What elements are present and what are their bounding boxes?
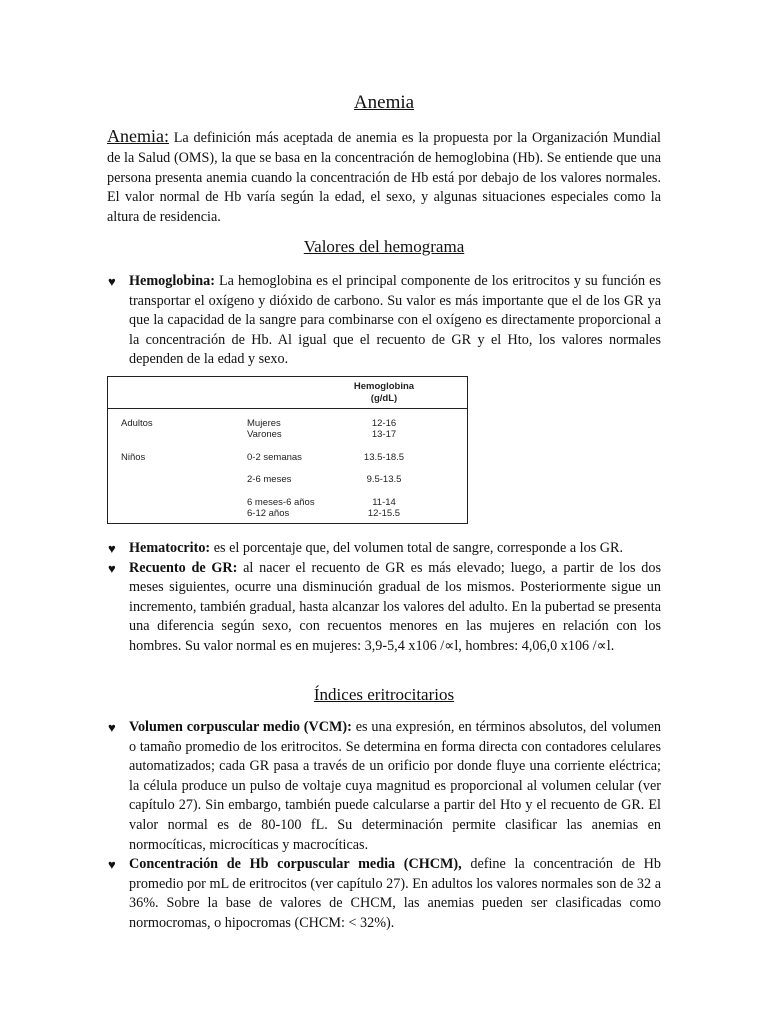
table-cell-value: 9.5-13.5 bbox=[366, 474, 402, 485]
list-item-term: Recuento de GR: bbox=[129, 559, 238, 576]
hemoglobin-table bbox=[107, 376, 468, 524]
heart-bullet-icon: ♥ bbox=[108, 560, 116, 576]
list-item-text: es una expresión, en términos absolutos, del volumen o tamaño promedio de los eritrocitos. Se determina en forma directa con contadores celulares automatizados; cada GR pasa a través de un orificio por donde fluye una corriente eléctrica; la célula produce un pulso de voltaje cuya magnitud es proporcional al volumen celular (ver capítulo 27). Sin embargo, también puede calcularse a partir del Hto y el recuento de GR. El valor normal es de 80-100 fL. Su determinación permite clasificar las anemias en normocíticas, microcíticas y macrocíticas. bbox=[129, 719, 661, 853]
page-title: Anemia bbox=[353, 92, 415, 113]
list-item-term: Concentración de Hb corpuscular media (CHCM), bbox=[129, 856, 462, 873]
table-cell-value: 13.5-18.5 bbox=[363, 452, 405, 463]
table-cell-value: 11-14 bbox=[372, 497, 396, 508]
list-item-term: Hemoglobina: bbox=[129, 273, 215, 289]
list-item-text: define la concentración de Hb promedio por mL de eritrocitos (ver capítulo 27). En adultos los valores normales son de 32 a 36%. Sobre la base de valores de CHCM, las anemias pueden ser clasificadas como normocromas, o hipocromas (CHCM: < 32%). bbox=[129, 856, 662, 931]
table-cell-value: 12-15.5 bbox=[367, 508, 401, 519]
heart-bullet-icon: ♥ bbox=[108, 274, 116, 289]
heart-bullet-icon: ♥ bbox=[108, 857, 116, 873]
list-item-text: La hemoglobina es el principal componente de los eritrocitos y su función es transportar el oxígeno y dióxido de carbono. Su valor es más importante que el de los GR ya que la capacidad de la sangre para combinarse con el oxígeno es directamente proporcional a la concentración de Hb. Al igual que el recuento de GR y el Hto, los valores normales dependen de la edad y sexo. bbox=[129, 273, 661, 368]
list-item-term: Hematocrito: bbox=[129, 540, 211, 556]
list-item-text: es el porcentaje que, del volumen total de sangre, corresponde a los GR. bbox=[210, 540, 624, 556]
section-heading-indices: Índices eritrocitarios bbox=[313, 685, 455, 704]
table-cell-value: 12-16 bbox=[371, 418, 397, 429]
table-cell-sub: Mujeres bbox=[247, 418, 281, 429]
list-item bbox=[107, 855, 661, 933]
intro-text: La definición más aceptada de anemia es la propuesta por la Organización Mundial de la Salud (OMS), la que se basa en la concentración de hemoglobina (Hb). Se entiende que una persona presenta anemia cuando la concentración de Hb está por debajo de los valores normales. El valor normal de Hb varía según la edad, el sexo, y algunas situaciones especiales como la altura de residencia. bbox=[107, 130, 661, 226]
table-header-line1: Hemoglobina bbox=[353, 381, 415, 392]
list-item bbox=[107, 539, 661, 559]
bullet-list-hemoglobina bbox=[107, 272, 661, 370]
table-cell-sub: 6 meses-6 años bbox=[247, 497, 315, 508]
intro-lead: Anemia: bbox=[107, 126, 169, 146]
list-item-term: Volumen corpuscular medio (VCM): bbox=[129, 719, 352, 735]
list-item bbox=[107, 559, 661, 657]
list-item bbox=[107, 272, 661, 370]
bullet-list-indices bbox=[107, 718, 661, 934]
heart-bullet-icon: ♥ bbox=[108, 541, 116, 556]
table-cell-value: 13-17 bbox=[371, 429, 397, 440]
table-divider bbox=[108, 408, 467, 409]
table-cell-sub: 0-2 semanas bbox=[247, 452, 302, 463]
heart-bullet-icon: ♥ bbox=[108, 720, 116, 735]
section-heading-hemograma: Valores del hemograma bbox=[303, 237, 465, 256]
table-cell-sub: 6-12 años bbox=[247, 508, 290, 519]
table-group-children: Niños bbox=[121, 452, 146, 463]
list-item-text: al nacer el recuento de GR es más elevado; luego, a partir de los dos meses siguientes, ocurre una disminución gradual de los mismos. Posteriormente sigue un incremento, también gradual, hasta alcanzar los valores del adulto. En la pubertad se presenta una diferencia según sexo, con recuentos menores en las mujeres en relación con los hombres. Su valor normal es en mujeres: 3,9-5,4 x106 /∝l, hombres: 4,06,0 x106 /∝l. bbox=[129, 559, 661, 654]
table-header bbox=[334, 381, 434, 405]
table-cell-sub: Varones bbox=[247, 429, 282, 440]
intro-paragraph bbox=[107, 127, 661, 228]
bullet-list-hematocrito bbox=[107, 539, 661, 657]
table-header-line2: (g/dL) bbox=[370, 393, 398, 404]
table-group-adults: Adultos bbox=[121, 418, 153, 429]
table-cell-sub: 2-6 meses bbox=[247, 474, 292, 485]
list-item bbox=[107, 718, 661, 855]
